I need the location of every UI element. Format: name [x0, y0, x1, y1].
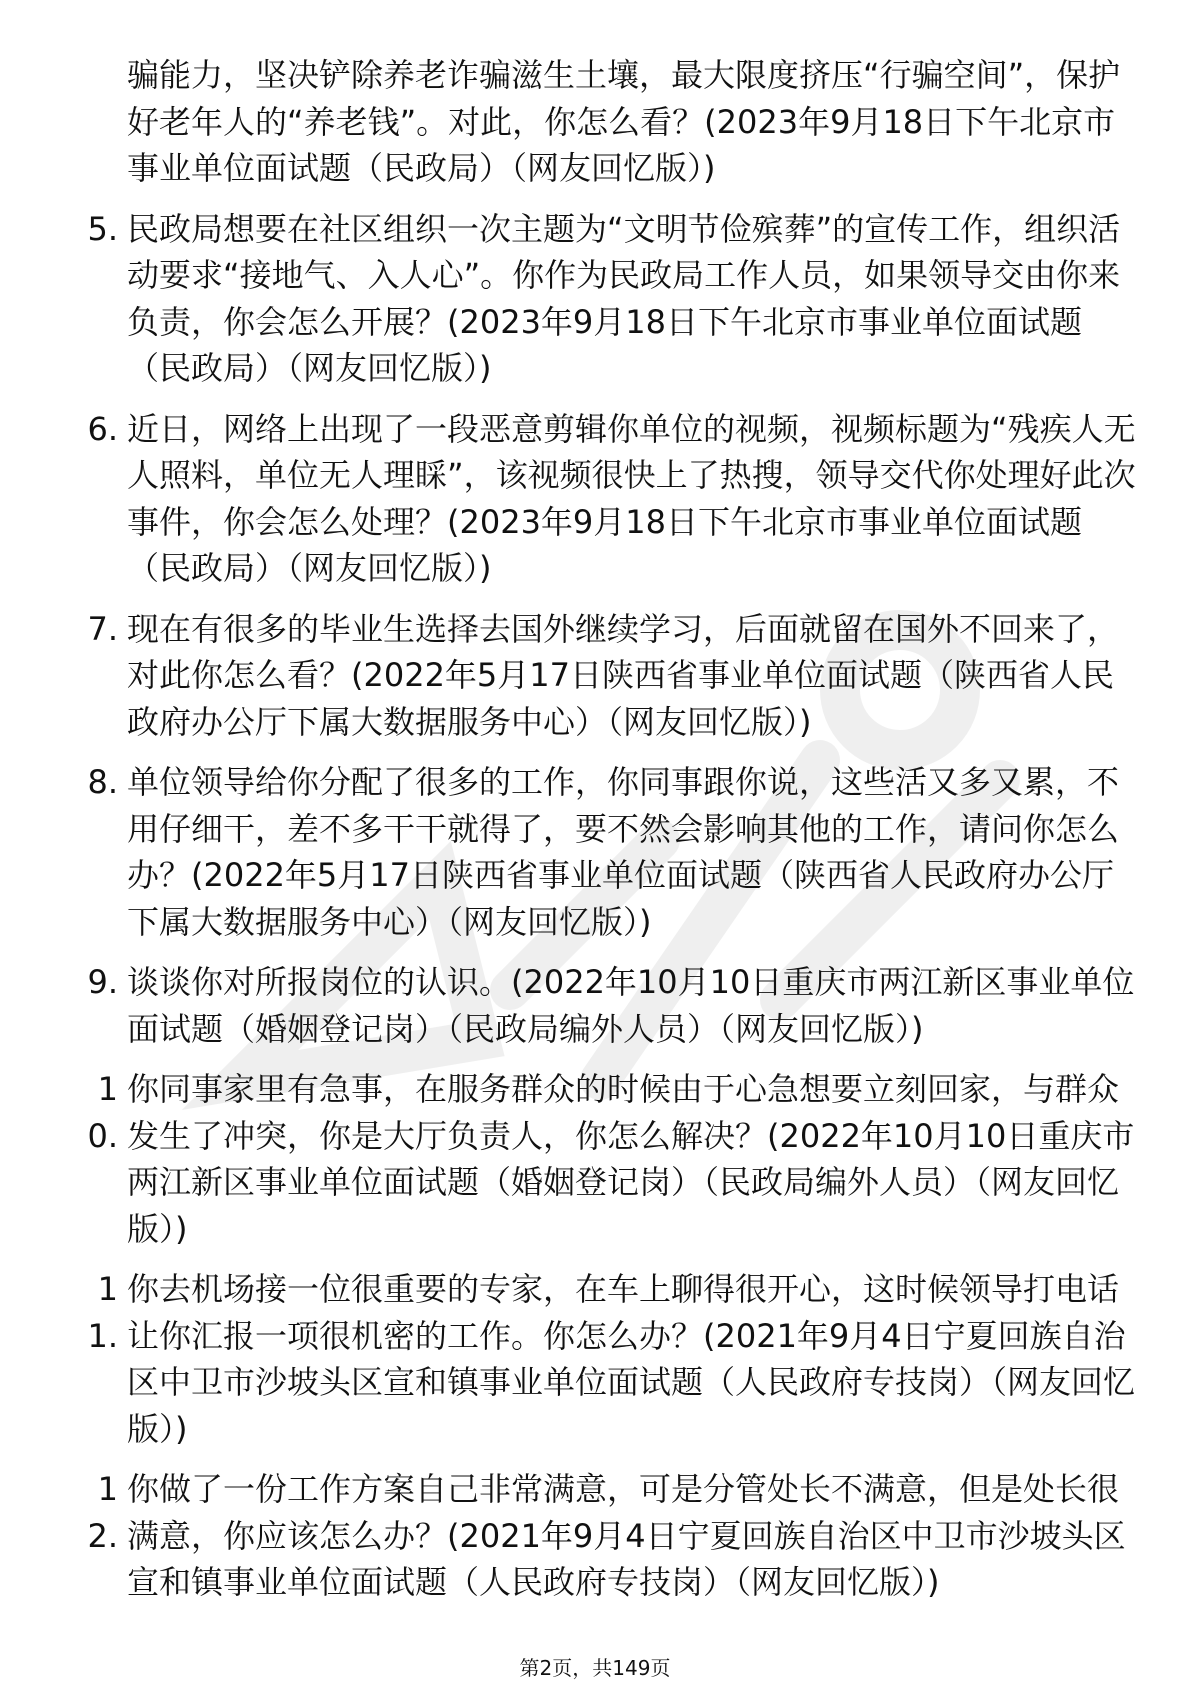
item-number: 5. [87, 209, 118, 248]
list-item [80, 959, 1140, 1052]
item-text: 现在有很多的毕业生选择去国外继续学习，后面就留在国外不回来了，对此你怎么看？(2022年5月17日陕西省事业单位面试题（陕西省人民政府办公厅下属大数据服务中心）（网友回忆版）) [127, 609, 1120, 741]
item-text: 你做了一份工作方案自己非常满意，可是分管处长不满意，但是处长很满意，你应该怎么办？(2021年9月4日宁夏回族自治区中卫市沙坡头区宣和镇事业单位面试题（人民政府专技岗）（网友回忆版）) [127, 1470, 1126, 1601]
item-number: 7. [87, 609, 118, 648]
item-text: 近日，网络上出现了一段恶意剪辑你单位的视频，视频标题为“残疾人无人照料，单位无人理睬”，该视频很快上了热搜，领导交代你处理好此次事件，你会怎么处理？(2023年9月18日下午北京市事业单位面试题（民政局）（网友回忆版）) [127, 409, 1136, 587]
list-item [80, 1466, 1140, 1606]
item-number: 12. [87, 1470, 118, 1555]
list-item [80, 406, 1140, 592]
list-item [80, 1066, 1140, 1252]
item-text: 单位领导给你分配了很多的工作，你同事跟你说，这些活又多又累，不用仔细干，差不多干干就得了，要不然会影响其他的工作，请问你怎么办？(2022年5月17日陕西省事业单位面试题（陕西省人民政府办公厅下属大数据服务中心）（网友回忆版）) [127, 763, 1120, 941]
item-text: 你同事家里有急事，在服务群众的时候由于心急想要立刻回家，与群众发生了冲突，你是大厅负责人，你怎么解决？(2022年10月10日重庆市两江新区事业单位面试题（婚姻登记岗）（民政局编外人员）（网友回忆版）) [127, 1070, 1135, 1248]
list-item [80, 1266, 1140, 1452]
item-text: 骗能力，坚决铲除养老诈骗滋生土壤，最大限度挤压“行骗空间”，保护好老年人的“养老钱”。对此，你怎么看？(2023年9月18日下午北京市事业单位面试题（民政局）（网友回忆版）) [127, 56, 1121, 187]
list-item [80, 606, 1140, 746]
list-item [80, 759, 1140, 945]
list-item [80, 206, 1140, 392]
item-text: 你去机场接一位很重要的专家，在车上聊得很开心，这时候领导打电话让你汇报一项很机密的工作。你怎么办？(2021年9月4日宁夏回族自治区中卫市沙坡头区宣和镇事业单位面试题（人民政府专技岗）（网友回忆版）) [127, 1270, 1136, 1448]
item-number: 6. [87, 409, 118, 448]
question-list [80, 52, 1140, 1620]
item-text: 民政局想要在社区组织一次主题为“文明节俭殡葬”的宣传工作，组织活动要求“接地气、入人心”。你作为民政局工作人员，如果领导交由你来负责，你会怎么开展？(2023年9月18日下午北京市事业单位面试题（民政局）（网友回忆版）) [127, 209, 1121, 387]
item-text: 谈谈你对所报岗位的认识。(2022年10月10日重庆市两江新区事业单位面试题（婚姻登记岗）（民政局编外人员）（网友回忆版）) [127, 963, 1135, 1048]
item-number: 10. [87, 1070, 118, 1155]
item-number: 8. [87, 763, 118, 801]
page-footer: 第2页，共149页 [519, 1656, 671, 1680]
list-item [80, 52, 1140, 192]
item-number: 9. [87, 963, 118, 1001]
item-number: 11. [87, 1270, 118, 1355]
